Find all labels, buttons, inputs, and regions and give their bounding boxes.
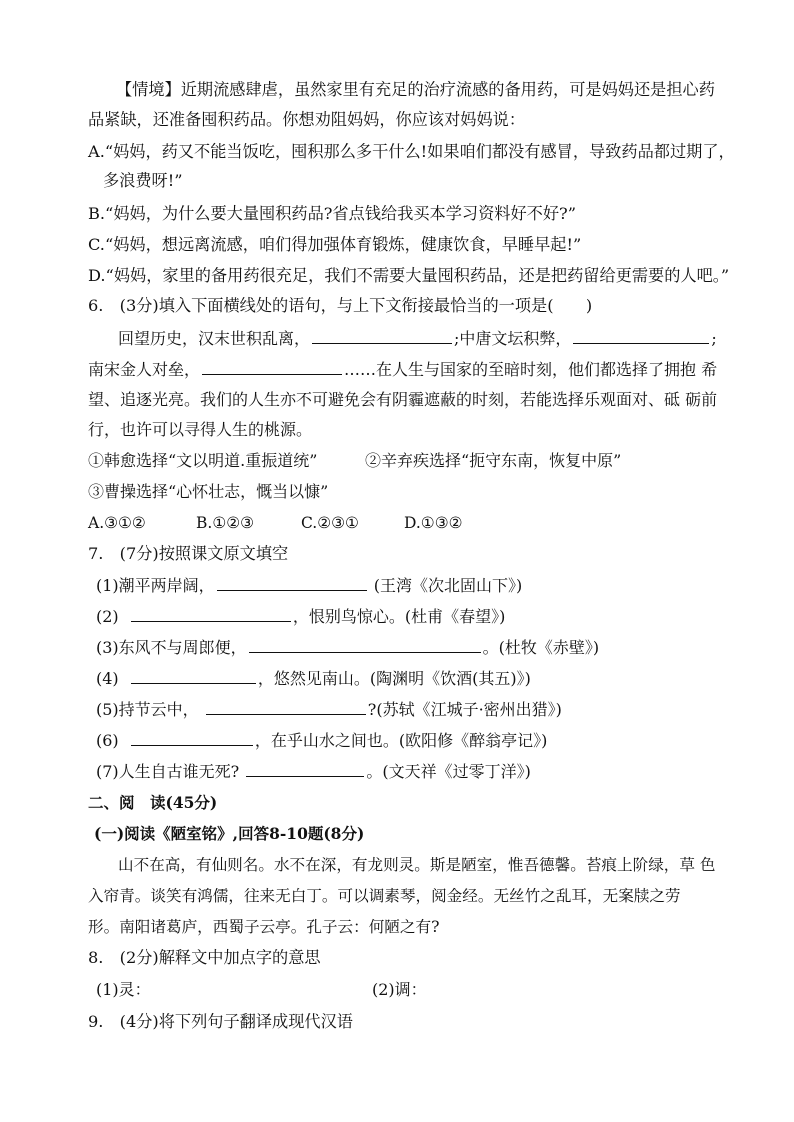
q7-blank-5[interactable] (206, 699, 366, 715)
q7-item-3-pre: (3)东风不与周郎便， (96, 638, 247, 657)
section-2-subtitle: (一)阅读《陋室铭》,回答8-10题(8分) (94, 824, 365, 843)
option-a: A.“妈妈，药又不能当饭吃，囤积那么多干什么!如果咱们都没有感冒，导致药品都过期了， (88, 142, 735, 161)
q7-item-3-post: 。(杜牧《赤壁》) (482, 638, 600, 657)
q6-paragraph-line-1 (118, 328, 717, 349)
q7-item-7-post: 。(文天祥《过零丁洋》) (366, 762, 531, 781)
option-a-continued: 多浪费呀!” (103, 171, 183, 190)
situation-line-2: 品紧缺，还准备囤积药品。你想劝阻妈妈，你应该对妈妈说： (88, 110, 526, 129)
q6-text-1c: ; (711, 329, 717, 348)
q7-item-1 (96, 575, 522, 596)
q7-blank-1[interactable] (217, 575, 367, 591)
q8-item-1: (1)灵： (96, 980, 151, 999)
q7-item-5-pre: (5)持节云中， (96, 700, 199, 719)
option-b: B.“妈妈，为什么要大量囤积药品?省点钱给我买本学习资料好不好?” (88, 204, 577, 223)
passage-line-3: 形。南阳诸葛庐，西蜀子云亭。孔子云：何陋之有? (88, 918, 440, 936)
q8-stem: 8. (2分)解释文中加点字的意思 (88, 948, 321, 967)
q7-item-3 (96, 637, 599, 658)
q6-text-1b: ;中唐文坛积弊， (454, 329, 572, 348)
q6-choice-b: B.①②③ (196, 514, 255, 532)
q7-item-2 (96, 606, 505, 627)
q6-blank-3[interactable] (202, 359, 342, 375)
q7-item-5-post: ?(苏轼《江城子·密州出猎》) (367, 700, 562, 719)
q7-blank-3[interactable] (249, 637, 481, 653)
q7-item-7 (96, 761, 531, 782)
q7-item-4 (96, 668, 531, 689)
q7-item-4-post: ，悠然见南山。(陶渊明《饮酒(其五)》) (257, 669, 531, 688)
option-d: D.“妈妈，家里的备用药很充足，我们不需要大量囤积药品，还是把药留给更需要的人吧。” (88, 266, 730, 285)
q7-item-4-pre: (4) (96, 669, 119, 688)
q7-blank-2[interactable] (131, 606, 291, 622)
q6-text-1a: 回望历史，汉末世积乱离， (118, 329, 311, 348)
q7-item-6-post: ，在乎山水之间也。(欧阳修《醉翁亭记》) (254, 731, 548, 750)
q7-item-2-post: ，恨别鸟惊心。(杜甫《春望》) (292, 607, 506, 626)
q7-blank-4[interactable] (131, 668, 256, 684)
passage-line-2: 入帘青。谈笑有鸿儒，往来无白丁。可以调素琴，阅金经。无丝竹之乱耳，无案牍之劳 (88, 887, 681, 905)
passage-line-1: 山不在高，有仙则名。水不在深，有龙则灵。斯是陋室，惟吾德馨。苔痕上阶绿，草 色 (118, 856, 716, 874)
q6-blank-1[interactable] (312, 328, 452, 344)
section-2-title: 二、阅 读(45分) (88, 793, 218, 812)
q7-blank-7[interactable] (246, 761, 364, 777)
option-c: C.“妈妈，想远离流感，咱们得加强体育锻炼，健康饮食，早睡早起!” (88, 235, 582, 254)
q7-item-1-pre: (1)潮平两岸阔， (96, 576, 215, 595)
q6-text-2a: 南宋金人对垒， (88, 360, 201, 379)
q7-item-7-pre: (7)人生自古谁无死? (96, 762, 240, 781)
q6-choice-d: D.①③② (404, 514, 463, 532)
q6-stem: 6. (3分)填入下面横线处的语句，与上下文衔接最恰当的一项是( ) (88, 296, 593, 315)
q8-item-2: (2)调： (372, 980, 427, 999)
q7-item-6-pre: (6) (96, 731, 119, 750)
q7-stem: 7. (7分)按照课文原文填空 (88, 544, 289, 563)
q6-item-1: ①韩愈选择“文以明道.重振道统” (88, 451, 318, 470)
q9-stem: 9. (4分)将下列句子翻译成现代汉语 (88, 1012, 353, 1031)
q6-blank-2[interactable] (573, 328, 709, 344)
q7-item-1-post: (王湾《次北固山下》) (373, 576, 523, 595)
q6-choice-a: A.③①② (88, 514, 146, 532)
q6-choice-c: C.②③① (301, 514, 359, 532)
q7-item-6 (96, 730, 547, 751)
q6-paragraph-line-3: 望、追逐光亮。我们的人生亦不可避免会有阴霾遮蔽的时刻，若能选择乐观面对、砥 砺前 (88, 390, 718, 409)
q7-item-2-pre: (2) (96, 607, 119, 626)
q6-item-3: ③曹操选择“心怀壮志，慨当以慷” (88, 482, 329, 501)
q6-text-2b: ……在人生与国家的至暗时刻，他们都选择了拥抱 希 (344, 360, 718, 379)
q7-blank-6[interactable] (131, 730, 253, 746)
q6-paragraph-line-4: 行，也许可以寻得人生的桃源。 (88, 420, 313, 439)
situation-line-1: 【情境】近期流感肆虐，虽然家里有充足的治疗流感的备用药，可是妈妈还是担心药 (116, 80, 715, 99)
q7-item-5 (96, 699, 562, 720)
q6-paragraph-line-2 (88, 359, 717, 380)
q6-item-2: ②辛弃疾选择“扼守东南，恢复中原” (365, 451, 622, 470)
